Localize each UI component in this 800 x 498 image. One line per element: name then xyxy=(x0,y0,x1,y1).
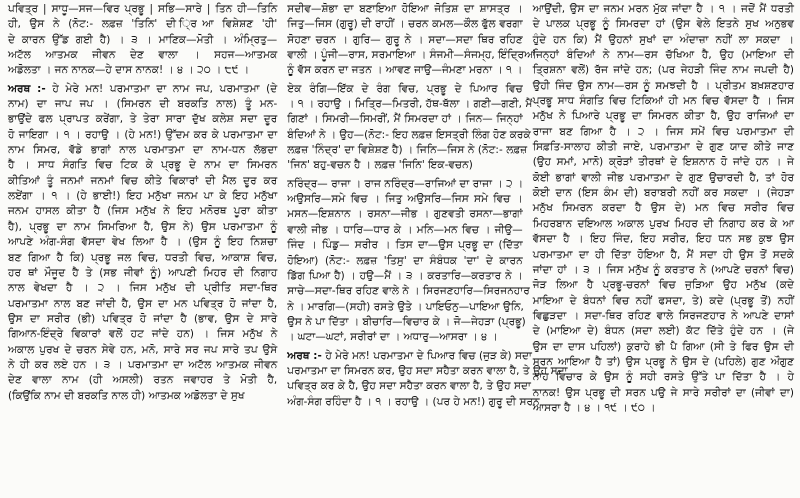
text-line: ਨਰਿੰਦ੍ਰ— ਰਾਜਾ । ਰਾਜ ਨਰਿੰਦ੍ਰ—ਰਾਜਿਆਂ ਦਾ ਰਾਜਾ । ੨ । xyxy=(287,177,524,190)
text-line: ਅਰਥ :- ਹੇ ਮੇਰੇ ਮਨ! ਪਰਮਾਤਮਾ ਦਾ ਨਾਮ ਜਪ, ਪਰਮਾਤਮਾ (ਦੇ xyxy=(8,82,278,95)
text-line: ਵੱਸਦਾ ਹੈ । ਇਹ ਜਿੰਦ, ਇਹ ਸਰੀਰ, ਇਹ ਧਨ ਸਭ ਕੁਝ ਉਸ xyxy=(532,233,794,246)
text-line: ਮਸਨ—ਇਸ਼ਨਾਨ । ਰਸਨਾ—ਜੀਭ । ਗੁਣਵਤੀ ਰਸਨਾ—ਭਾਗਾਂ xyxy=(287,208,523,221)
text-line: ਨਾਹ ਵਿਚਾਰ ਕੇ ਉਸ ਨੂੰ ਸਹੀ ਰਸਤੇ ਉੱਤੇ ਪਾ ਦਿੱਤਾ ਹੈ । ਹੇ xyxy=(532,371,794,384)
text-line: ਮਨੁੱਖ ਨੇ ਪਿਆਰੇ ਪ੍ਰਭੂ ਦਾ ਸਿਮਰਨ ਕੀਤਾ ਹੈ, ਉਹ ਰਾਜਿਆਂ ਦਾ xyxy=(532,110,794,123)
text-line: ਗਿਆਨ-ਇੰਦ੍ਰੇ ਵਿਕਾਰਾਂ ਵਲੋਂ ਹਟ ਜਾਂਦੇ ਹਨ) । ਜਿਸ ਮਨੁੱਖ ਨੇ xyxy=(8,328,278,341)
text-line: ਏਕ ਰੰਗਿ—ਇੱਕ ਦੇ ਰੰਗ ਵਿਚ, ਪ੍ਰਭੂ ਦੇ ਪਿਆਰ ਵਿਚ xyxy=(287,82,523,95)
text-line: ਪਰਮਾਤਮਾ ਨਾਲ ਬਣ ਜਾਂਦੀ ਹੈ, ਉਸ ਦਾ ਮਨ ਪਵਿਤ੍ਰ ਹੋ ਜਾਂਦਾ ਹੈ, xyxy=(8,297,278,310)
text-line: ਮਿਹਰਬਾਨ ਦਇਆਲ ਅਕਾਲ ਪੁਰਖ ਮਿਹਰ ਦੀ ਨਿਗਾਹ ਕਰ ਕੇ ਆ xyxy=(532,217,794,230)
text-line: ਵਾਲੀ ਜੀਭ । ਧਾਰਿ—ਧਾਰ ਕੇ । ਮਨਿ—ਮਨ ਵਿਚ । ਜੀਉ— xyxy=(287,223,523,236)
text-line: ਜੋੜ ਲਿਆ ਹੈ ਪ੍ਰਭੂ-ਚਰਨਾਂ ਵਿਚ ਜੁੜਿਆ ਉਹ ਮਨੁੱਖ (ਕਦੇ xyxy=(532,279,794,292)
text-line: ਉਹੀ ਜਿੰਦ ਉਸ ਨਾਮ—ਰਸ ਨੂੰ ਸਮਝਦੀ ਹੈ । ਪ੍ਰੀਤਮ ਬਖ਼ਸ਼ਣਹਾਰ xyxy=(532,79,794,92)
text-line: ਪਵਿਤ੍ਰ ਕਰ ਕੇ ਹੈ, ਉਹ ਸਦਾ ਸਹੈਤਾ ਕਰਨ ਵਾਲਾ ਹੈ, ਤੇ ਉਹ ਸਦਾ xyxy=(287,380,531,393)
text-line: ਉਸ ਦਾ ਦਾਸ ਪਹਿਲਾਂ) ਕੁਰਾਹੇ ਭੀ ਪੈ ਗਿਆ (ਸੀ ਤੇ ਫਿਰ ਉਸ ਦੀ xyxy=(532,340,794,353)
text-line: । ੧ । ਰਹਾਉ । ਮਿਤ੍ਰਿ—ਮਿਤਰੀ, ਹੱਥ-ਥੱਲਾ । ਗਣੀ—ਗਣੀ, ਮੈਂ xyxy=(287,98,533,111)
text-line: ਆਪਣੇ ਅੰਗ-ਸੰਗ ਵੱਸਦਾ ਵੇਖ ਲਿਆ ਹੈ । (ਉਸ ਨੂੰ ਇਹ ਨਿਸ਼ਚਾ xyxy=(8,236,278,249)
text-line: ਅਉਸਰਿ—ਸਮੇ ਵਿਚ । ਜਿਤੁ ਅਉਸਰਿ—ਜਿਸ ਸਮੇ ਵਿਚ । xyxy=(287,193,523,206)
text-line: ਜਿਨ੍ਹਾਂ ਬੰਦਿਆਂ ਨੇ ਨਾਮ—ਰਸ ਚੱਖਿਆ ਹੈ, ਉਹ (ਮਾਇਆ ਦੀ xyxy=(532,49,794,62)
text-line: ਡਿੱਗ ਪਿਆ ਹੈ) । ਹਉ—ਮੈਂ । ੩ । ਕਰਤਾਰਿ—ਕਰਤਾਰ ਨੇ । xyxy=(287,269,523,282)
text-line: ਨੇ । ਮਾਰਗਿ—(ਸਹੀ) ਰਸਤੇ ਉਤੇ । ਪਾਇਓਨੁ—ਪਾਇਆ ਉਨਿ, xyxy=(287,300,524,313)
text-line: ਹੋਇਆ) (ਨੋਟ:- ਲਫ਼ਜ਼ 'ਤਿਸੁ' ਦਾ ਸੰਬੰਧਕ 'ਦਾ' ਦੇ ਕਾਰਨ xyxy=(287,254,523,267)
text-line: 'ਜਿਨ' ਬਹੁ-ਵਚਨ ਹੈ । ਲਫ਼ਜ਼ 'ਜਿਨਿ' ਇਕ-ਵਚਨ) xyxy=(287,159,473,172)
text-line: ਦੇ ਕਾਰਨ ਉੱਡ ਗਈ ਹੈ) । ੩ । ਮਾਣਿਕ—ਮੋਤੀ । ਅੰਮ੍ਰਿਤੁ— xyxy=(8,33,278,46)
text-line: ਹੁੰਦੇ ਹਨ ਕਿ) ਮੈਂ ਉਹਨਾਂ ਸੁਖਾਂ ਦਾ ਅੰਦਾਜ਼ਾ ਨਹੀਂ ਲਾ ਸਕਦਾ । xyxy=(532,33,794,46)
text-line: ਤ੍ਰਿਸ਼ਨਾ ਵਲੋਂ) ਰੱਜ ਜਾਂਦੇ ਹਨ; (ਪਰ ਜੇਹੜੀ ਜਿੰਦ ਨਾਮ ਜਪਦੀ ਹੈ) xyxy=(532,64,794,77)
text-line: ਹੈ), ਪ੍ਰਭੂ ਦਾ ਨਾਮ ਸਿਮਰਿਆ ਹੈ, ਉਸ ਨੇ) ਉਸ ਪਰਮਾਤਮਾ ਨੂੰ xyxy=(8,220,278,233)
text-line: ਹੈ । ਸਾਧ ਸੰਗਤਿ ਵਿਚ ਟਿਕ ਕੇ ਪ੍ਰਭੂ ਦੇ ਨਾਮ ਦਾ ਸਿਮਰਨ xyxy=(8,159,278,172)
text-line: ਕੋਈ ਭਾਗਾਂ ਵਾਲੀ ਜੀਭ ਪਰਮਾਤਮਾ ਦੇ ਗੁਣ ਉਚਾਰਦੀ ਹੈ, ਤਾਂ ਹੋਰ xyxy=(532,171,794,184)
text-line: ਨਾਮ) ਦਾ ਜਾਪ ਜਪ । (ਸਿਮਰਨ ਦੀ ਬਰਕਤਿ ਨਾਲ) ਤੂੰ ਮਨ- xyxy=(8,98,278,111)
text-line: ਵਾਲੀ । ਪੂੰਜੀ—ਰਾਸ, ਸਰਮਾਇਆ । ਸੰਜਮੀ—ਸੰਜਮ੍ਹ, ਇੰਦ੍ਰਿਆਂ xyxy=(287,49,536,62)
text-line: ਅੰਗ-ਸੰਗ ਰਹਿੰਦਾ ਹੈ । ੧ । ਰਹਾਉ । (ਪਰ ਹੇ ਮਨ!) ਗੁਰੂ ਦੀ ਸਰਨ xyxy=(287,395,540,408)
text-line: ਕੀਤਿਆਂ ਤੂੰ ਜਨਮਾਂ ਜਨਮਾਂ ਵਿਚ ਕੀਤੇ ਵਿਕਾਰਾਂ ਦੀ ਮੈਲ ਦੂਰ ਕਰ xyxy=(8,174,278,187)
text-line: ਜਨਮ ਹਾਸਲ ਕੀਤਾ ਹੈ (ਜਿਸ ਮਨੁੱਖ ਨੇ ਇਹ ਮਨੋਰਥ ਪੂਰਾ ਕੀਤਾ xyxy=(8,205,278,218)
text-line: ਬਣ ਗਿਆ ਹੈ ਕਿ) ਪ੍ਰਭੂ ਜਲ ਵਿਚ, ਧਰਤੀ ਵਿਚ, ਆਕਾਸ਼ ਵਿਚ, xyxy=(8,251,278,264)
text-line: ਆਉਂਦੀ, ਉਸ ਦਾ ਜਨਮ ਮਰਨ ਮੁੱਕ ਜਾਂਦਾ ਹੈ । ੧ । ਜਦੋਂ ਮੈਂ ਧਰਤੀ xyxy=(532,3,794,15)
text-line: ਅਰਥ :- ਹੇ ਮੇਰੇ ਮਨ! ਪਰਮਾਤਮਾ ਦੇ ਪਿਆਰ ਵਿਚ (ਜੁੜ ਕੇ) ਸਦਾ xyxy=(287,349,533,362)
text-line: ਲਫ਼ਜ਼ 'ਨਿੰਦ੍ਰ' ਦਾ ਵਿਸ਼ੇਸ਼ਣ ਹੈ) । ਜਿਨਿ—ਜਿਸ ਨੇ (ਨੋਟ:- ਲਫ਼ਜ਼ xyxy=(287,144,528,157)
text-line: ਦੇਣ ਵਾਲਾ ਨਾਮ (ਹੀ ਅਸਲੀ) ਰਤਨ ਜਵਾਹਰ ਤੇ ਮੋਤੀ ਹੈ, xyxy=(8,374,278,387)
text-line: ਨਾਲ ਵੇਖਦਾ ਹੈ । ੨ । ਜਿਸ ਮਨੁੱਖ ਦੀ ਪ੍ਰੀਤਿ ਸਦਾ-ਥਿਰ xyxy=(8,282,278,295)
text-line: ਪਰਮਾਤਮਾ ਦਾ ਹੀ ਦਿੱਤਾ ਹੋਇਆ ਹੈ, ਮੈਂ ਸਦਾ ਹੀ ਉਸ ਤੋਂ ਸਦਕੇ xyxy=(532,248,794,261)
text-line: ਜਿੰਦ । ਪਿੰਡੁ— ਸਰੀਰ । ਤਿਸ ਦਾ—ਉਸ ਪ੍ਰਭੂ ਦਾ (ਦਿੱਤਾ xyxy=(287,239,523,252)
text-line: ਕੋਈ ਦਾਨ (ਇਸ ਕੰਮ ਦੀ) ਬਰਾਬਰੀ ਨਹੀਂ ਕਰ ਸਕਦਾ । (ਜੇਹੜਾ xyxy=(532,187,794,200)
text-line: ਹੀ, ਉਸ ਨੇ (ਨੋਟ:- ਲਫ਼ਜ਼ 'ਤਿਨਿ' ਦੀ ੍ਰਿਆ ਵਿਸ਼ੇਸ਼ਣ 'ਹੀ' xyxy=(8,18,278,31)
text-line: ਉਸ ਦਾ ਸਰੀਰ (ਭੀ) ਪਵਿਤ੍ਰ ਹੋ ਜਾਂਦਾ ਹੈ (ਭਾਵ, ਉਸ ਦੇ ਸਾਰੇ xyxy=(8,312,278,325)
text-line: । ਘਟਾ—ਘਟਾਂ, ਸਰੀਰਾਂ ਦਾ । ਅਧਾਰੁ—ਆਸਰਾ । ੪ । xyxy=(287,331,498,344)
text-line: ਸਿਫ਼ਤਿ-ਸਾਲਾਹ ਕੀਤੀ ਜਾਏ, ਪਰਮਾਤਮਾ ਦੇ ਗੁਣ ਯਾਦ ਕੀਤੇ ਜਾਣ xyxy=(532,141,794,154)
text-line: ਮਾਇਆ ਦੇ ਬੰਧਨਾਂ ਵਿਚ ਨਹੀਂ ਫਸਦਾ, ਤੇ) ਕਦੇ (ਪ੍ਰਭੂ ਤੋਂ) ਨਹੀਂ xyxy=(532,294,794,307)
text-line: ਨੇ ਹੀ ਕਰ ਲਏ ਹਨ । ੩ । ਪਰਮਾਤਮਾ ਦਾ ਅਟੱਲ ਆਤਮਕ ਜੀਵਨ xyxy=(8,358,278,371)
text-line: ਸਰਨ ਆਇਆ ਹੈ ਤਾਂ) ਉਸ ਪ੍ਰਭੂ ਨੇ ਉਸ ਦੇ (ਪਹਿਲੇ) ਗੁਣ ਔਗੁਣ xyxy=(532,355,794,368)
text-line: ਅਕਾਲ ਪੁਰਖ ਦੇ ਚਰਨ ਸੇਵੇ ਹਨ, ਮਨੋ, ਸਾਰੇ ਸਰ ਜਪ ਸਾਰੇ ਤਪ ਉਸੇ xyxy=(8,343,278,356)
text-line: ਹੋ ਜਾਇਗਾ । ੧ । ਰਹਾਉ । (ਹੇ ਮਨ!) ਉੱਦਮ ਕਰ ਕੇ ਪਰਮਾਤਮਾ ਦਾ xyxy=(8,128,278,141)
meaning-heading: ਅਰਥ :- xyxy=(8,82,46,95)
text-line: ਜਿਤੁ—ਜਿਸ (ਗੁਰੂ) ਦੀ ਰਾਹੀਂ । ਚਰਨ ਕਮਲ—ਕੌਲ ਫੁੱਲ ਵਰਗਾ xyxy=(287,18,523,31)
text-column-right xyxy=(533,2,794,498)
text-line: ਆਸਰਾ ਹੈ । ੪ । ੧੯ । ੯੦ । xyxy=(532,401,656,414)
text-line: ਮਨੁੱਖ ਸਿਮਰਨ ਕਰਦਾ ਹੈ ਉਸ ਦੇ) ਮਨ ਵਿਚ ਸਰੀਰ ਵਿਚ xyxy=(532,202,794,215)
text-line: ਵਿਛੁੜਦਾ । ਸਦਾ-ਥਿਰ ਰਹਿਣ ਵਾਲੇ ਸਿਰਜਣਹਾਰ ਨੇ ਆਪਣੇ ਦਾਸਾਂ xyxy=(532,309,794,322)
text-line: ਪਵਿਤ੍ਰ | ਸਾਧੂ—ਸਜ—ਵਿਰ ਪ੍ਰਭੂ | ਸਭਿ—ਸਾਰੇ | ਤਿਨ ਹੀ—ਤਿਨਿ xyxy=(8,3,278,15)
text-line: ਬੰਦਿਆਂ ਨੇ । ਉਹ—(ਨੋਟ:- ਇਹ ਲਫ਼ਜ਼ ਇਸਤ੍ਰੀ ਲਿੰਗ ਹੋਣ ਕਰਕੇ xyxy=(287,128,531,141)
text-line: ਲਏਂਗਾ । ੧ । (ਹੇ ਭਾਈ!) ਇਹ ਮਨੁੱਖਾ ਜਨਮ ਪਾ ਕੇ ਇਹ ਮਨੁੱਖਾ xyxy=(8,190,278,203)
text-line: ਅਟੱਲ ਆਤਮਕ ਜੀਵਨ ਦੇਣ ਵਾਲਾ । ਸਹਜ—ਆਤਮਕ xyxy=(8,49,278,62)
text-line: ਸਦੀਵ—ਸ਼ੋਭਾ ਦਾ ਬਣਾਇਆ ਹੋਇਆ ਜੋਤਿਸ਼ ਦਾ ਸ਼ਾਸਤ੍ਰ । xyxy=(287,3,523,15)
text-line: ਰਾਜਾ ਬਣ ਗਿਆ ਹੈ । ੨ । ਜਿਸ ਸਮੇਂ ਵਿਚ ਪਰਮਾਤਮਾ ਦੀ xyxy=(532,125,794,138)
text-line: ਦੇ (ਮਾਇਆ ਦੇ) ਬੰਧਨ (ਸਦਾ ਲਈ) ਕੱਟ ਦਿੱਤੇ ਹੁੰਦੇ ਹਨ । (ਜੇ xyxy=(532,325,794,338)
text-column-left xyxy=(8,2,277,498)
text-line: ਸੋਹਣਾ ਚਰਨ । ਗੁਰਿ— ਗੁਰੂ ਨੇ । ਸਦਾ—ਸਦਾ ਥਿਰ ਰਹਿਣ xyxy=(287,33,523,46)
text-line: ਉਸ ਨੇ ਪਾ ਦਿੱਤਾ । ਬੀਚਾਰਿ—ਵਿਚਾਰ ਕੇ । ਜੋ—ਜੇਹੜਾ (ਪ੍ਰਭੂ) xyxy=(287,315,526,328)
text-line: ਭਾਉਂਦੇ ਫਲ ਪ੍ਰਾਪਤ ਕਰੇਂਗਾ, ਤੇ ਤੇਰਾ ਸਾਰਾ ਦੁੱਖ ਕਲੇਸ਼ ਸਦਾ ਦੂਰ xyxy=(8,113,278,126)
text-line: ਅਡੋਲਤਾ । ਜਨ ਨਾਨਕ—ਹੇ ਦਾਸ ਨਾਨਕ! । ੪ । ੨੦ । ੮੯ । xyxy=(8,64,250,77)
text-line: ਦੇ ਪਾਲਕ ਪ੍ਰਭੂ ਨੂੰ ਸਿਮਰਦਾ ਹਾਂ (ਉਸ ਵੇਲੇ ਇਤਨੇ ਸੁਖ ਅਨੁਭਵ xyxy=(532,18,794,31)
text-line: ਹਰ ਥਾਂ ਮੌਜੂਦ ਹੈ ਤੇ (ਸਭ ਜੀਵਾਂ ਨੂੰ) ਆਪਣੀ ਮਿਹਰ ਦੀ ਨਿਗਾਹ xyxy=(8,266,278,279)
text-line: ਗਿਣਾਂ । ਸਿਮਰੀ—ਸਿਮਰੀਂ, ਮੈਂ ਸਿਮਰਦਾ ਹਾਂ । ਜਿਨ— ਜਿਨ੍ਹਾਂ xyxy=(287,113,523,126)
text-line: ਸਾਚੇ—ਸਦਾ-ਥਿਰ ਰਹਿਣ ਵਾਲੇ ਨੇ । ਸਿਰਜਣਹਾਰਿ—ਸਿਰਜਨਹਾਰ xyxy=(287,285,530,298)
text-line: ਨਾਨਕ! ਉਸ ਪ੍ਰਭੂ ਦੀ ਸਰਨ ਪਉ ਜੇ ਸਾਰੇ ਸਰੀਰਾਂ ਦਾ (ਜੀਵਾਂ ਦਾ) xyxy=(532,386,794,399)
text-line: ਨਾਮ ਸਿਮਰ, ਵੱਡੇ ਭਾਗਾਂ ਨਾਲ ਪਰਮਾਤਮਾ ਦਾ ਨਾਮ-ਧਨ ਲੱਭਦਾ xyxy=(8,144,278,157)
text-column-middle xyxy=(287,2,568,498)
text-line: (ਉਹ ਸਮਾਂ, ਮਾਨੋ) ਕ੍ਰੋੜਾਂ ਤੀਰਥਾਂ ਦੇ ਇਸ਼ਨਾਨ ਹੋ ਜਾਂਦੇ ਹਨ । ਜੇ xyxy=(532,156,794,169)
text-line: ਪਰਮਾਤਮਾ ਦਾ ਸਿਮਰਨ ਕਰ, ਉਹ ਸਦਾ ਸਹੈਤਾ ਕਰਨ ਵਾਲਾ ਹੈ, ਤੇ ਉਹ ਸਦਾ xyxy=(287,364,568,377)
text-line: ਪ੍ਰਭੂ ਸਾਧ ਸੰਗਤਿ ਵਿਚ ਟਿਕਿਆਂ ਹੀ ਮਨ ਵਿਚ ਵੱਸਦਾ ਹੈ । ਜਿਸ xyxy=(532,95,794,108)
text-line: ਨੂੰ ਵੱਸ ਕਰਨ ਦਾ ਜਤਨ । ਆਵਣ ਜਾਉ—ਜੰਮਣਾ ਮਰਨਾ । ੧ । xyxy=(287,64,523,77)
text-line: ਜਾਂਦਾ ਹਾਂ । ੩ । ਜਿਸ ਮਨੁੱਖ ਨੂੰ ਕਰਤਾਰ ਨੇ (ਆਪਣੇ ਚਰਨਾਂ ਵਿਚ) xyxy=(532,263,794,276)
meaning-heading: ਅਰਥ :- xyxy=(287,349,322,362)
text-line: (ਕਿਉਂਕਿ ਨਾਮ ਦੀ ਬਰਕਤਿ ਨਾਲ ਹੀ) ਆਤਮਕ ਅਡੋਲਤਾ ਦੇ ਸੁਖ xyxy=(8,389,245,402)
